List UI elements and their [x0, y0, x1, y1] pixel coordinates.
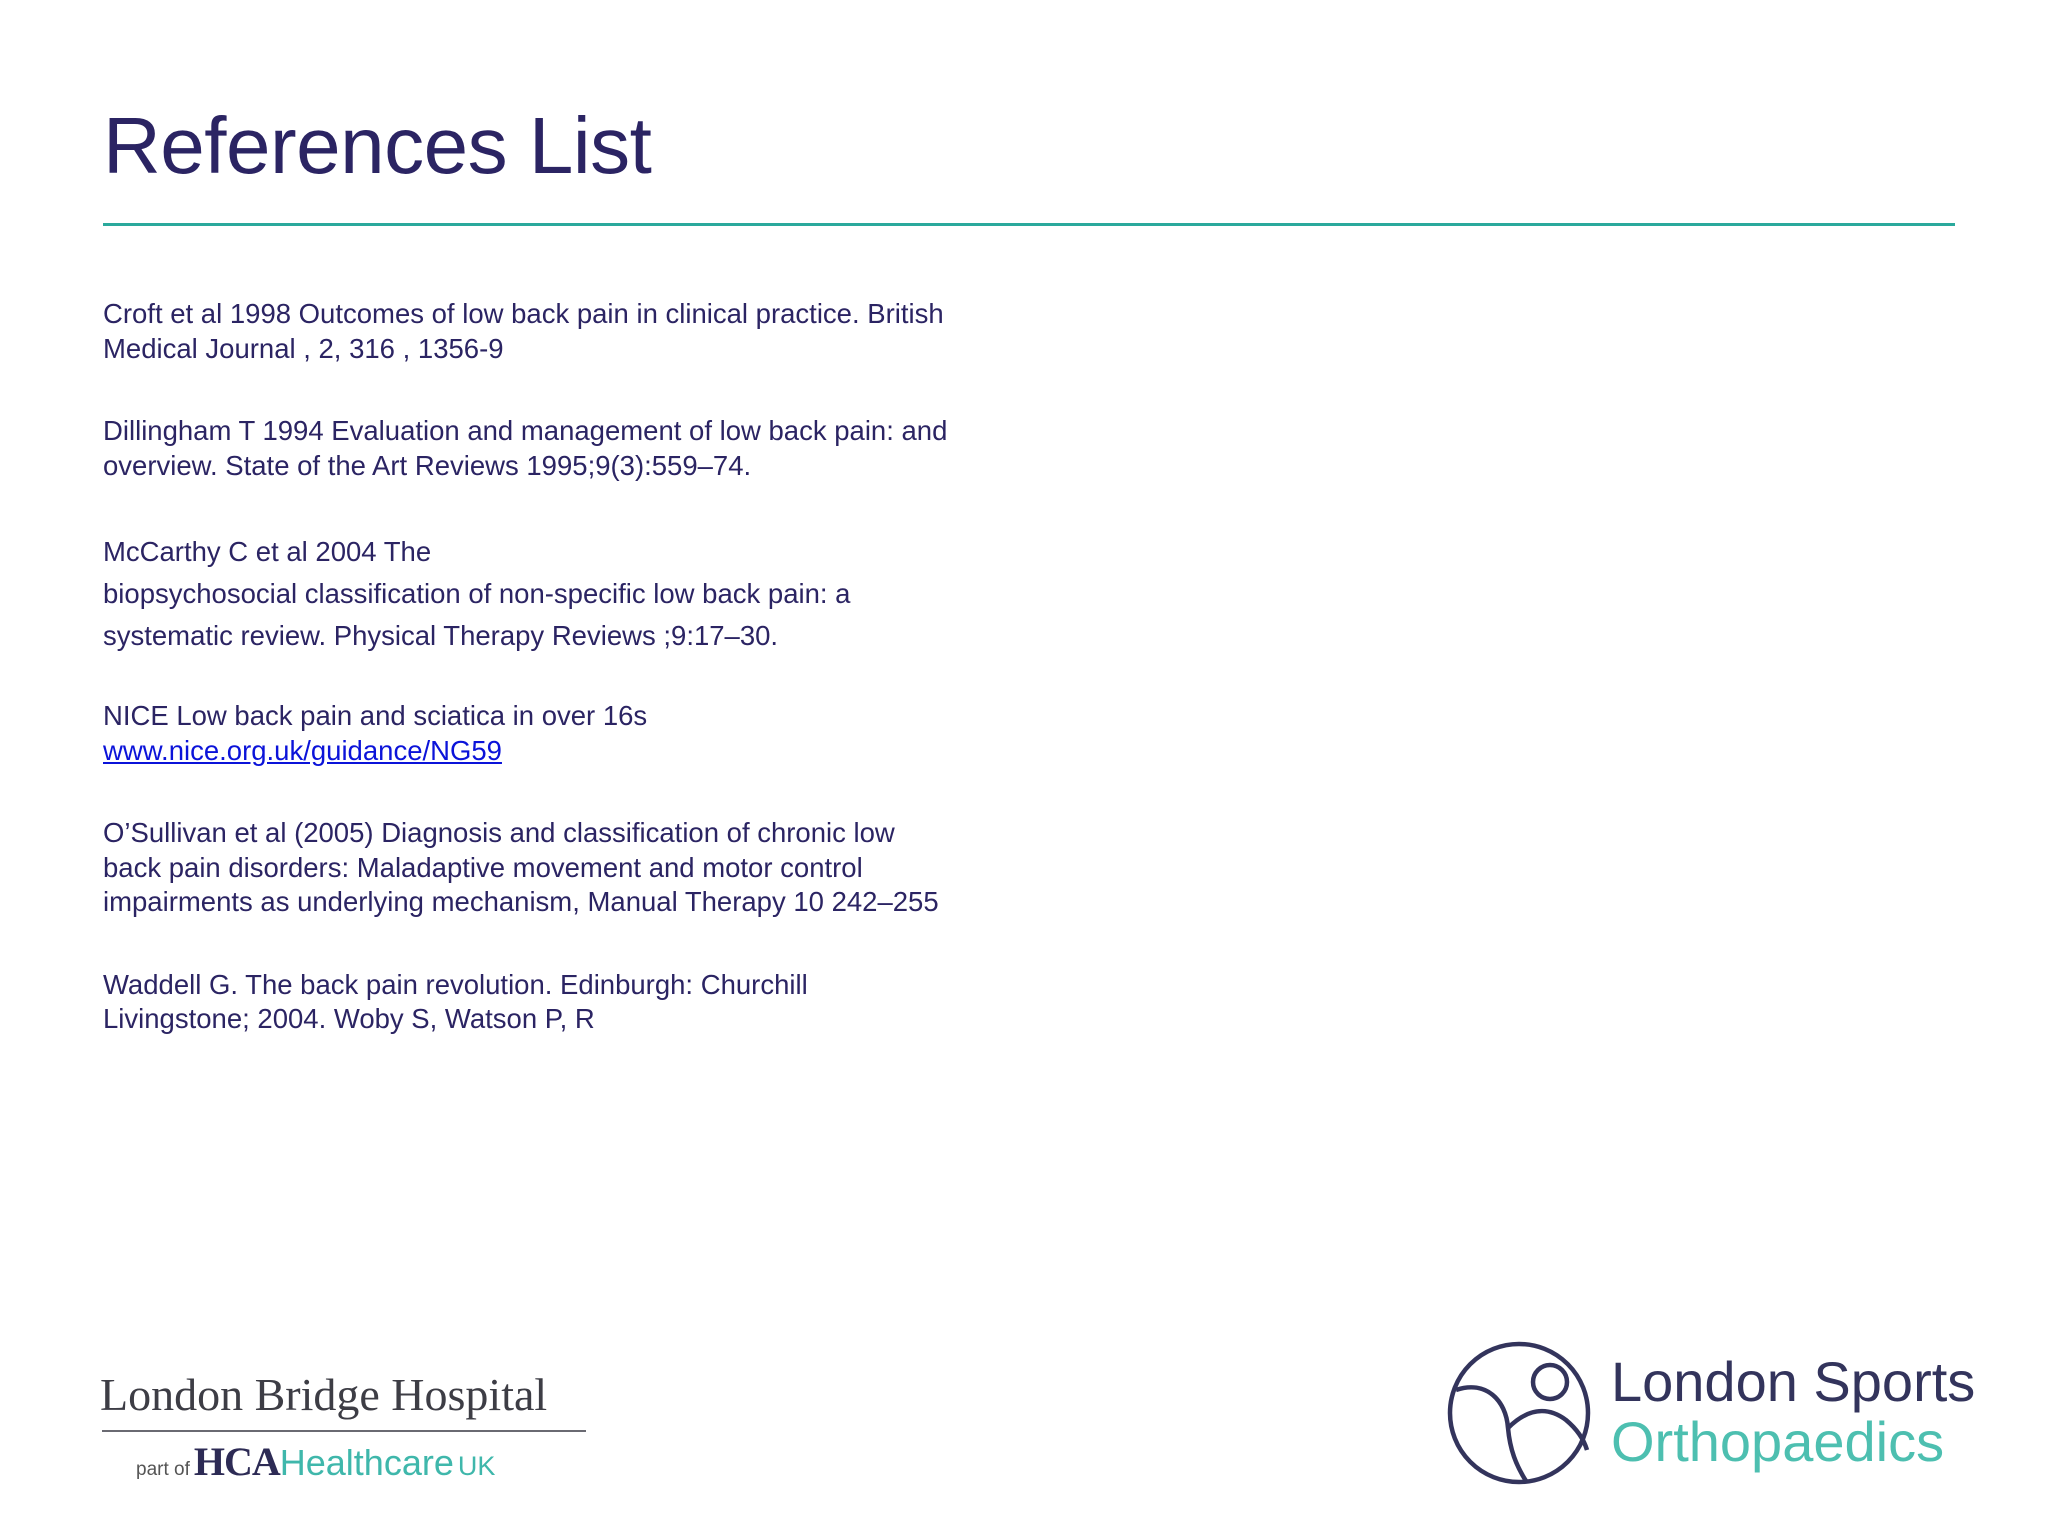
references-list — [103, 297, 1003, 1085]
healthcare-text: Healthcare — [279, 1442, 454, 1483]
page-title: References List — [103, 101, 652, 190]
hca-tagline — [136, 1438, 495, 1485]
reference-text: systematic review. Physical Therapy Reviews ;9:17–30. — [103, 620, 779, 651]
uk-text: UK — [457, 1451, 496, 1481]
reference-text: overview. State of the Art Reviews 1995;9(3):559–74. — [103, 449, 752, 481]
reference-text: McCarthy C et al 2004 The — [103, 536, 432, 567]
title-divider — [103, 223, 1955, 226]
reference-item-waddell — [103, 968, 1003, 1037]
hospital-name: London Bridge Hospital — [100, 1369, 548, 1420]
reference-text: Medical Journal , 2, 316 , 1356-9 — [103, 332, 504, 364]
reference-text: Dillingham T 1994 Evaluation and management of low back pain: and — [103, 415, 948, 446]
wordmark-line-1: London Sports — [1611, 1350, 1976, 1413]
logo-divider — [102, 1430, 586, 1432]
reference-text: Waddell G. The back pain revolution. Edinburgh: Churchill — [103, 968, 808, 1000]
reference-item-mccarthy — [103, 531, 1003, 657]
reference-text: NICE Low back pain and sciatica in over 16s — [103, 700, 648, 731]
reference-text: back pain disorders: Maladaptive movement and motor control — [103, 851, 863, 883]
part-of-text: part of — [136, 1459, 190, 1480]
hca-text: HCA — [193, 1439, 280, 1484]
wordmark-line-2: Orthopaedics — [1611, 1410, 1945, 1473]
reference-item-croft — [103, 297, 1003, 366]
reference-item-dillingham — [103, 414, 1003, 483]
reference-text: impairments as underlying mechanism, Manual Therapy 10 242–255 — [103, 886, 939, 917]
london-bridge-hospital-logo — [100, 1368, 590, 1488]
reference-text: biopsychosocial classification of non-specific low back pain: a — [103, 578, 851, 609]
london-sports-orthopaedics-wordmark — [1611, 1352, 1975, 1472]
reference-text: O’Sullivan et al (2005) Diagnosis and classification of chronic low — [103, 817, 895, 848]
reference-text: Livingstone; 2004. Woby S, Watson P, R — [103, 1003, 595, 1034]
reference-text: Croft et al 1998 Outcomes of low back pain in clinical practice. British — [103, 298, 944, 329]
reference-item-nice — [103, 699, 1003, 768]
london-sports-orthopaedics-icon — [1446, 1340, 1592, 1486]
nice-guidance-link[interactable]: www.nice.org.uk/guidance/NG59 — [103, 734, 502, 766]
reference-item-osullivan — [103, 816, 1003, 920]
